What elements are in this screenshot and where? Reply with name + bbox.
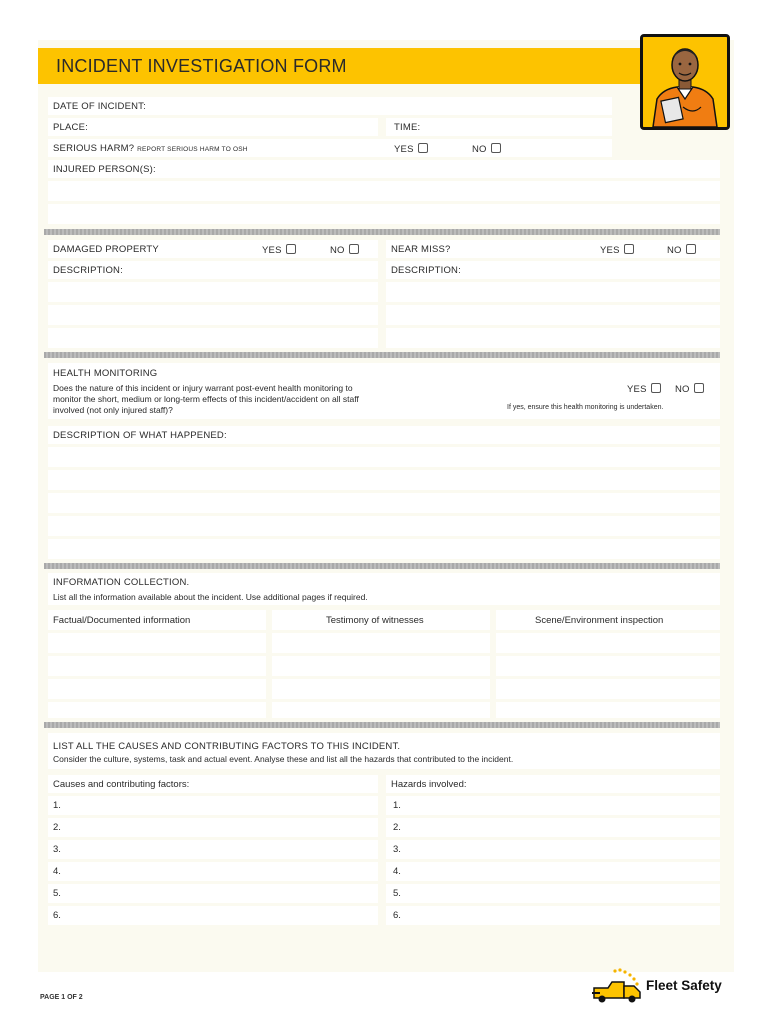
serious-harm-no-checkbox[interactable] bbox=[491, 143, 501, 153]
no-label: NO bbox=[472, 144, 487, 155]
cause-field-6[interactable] bbox=[48, 906, 378, 925]
cause-field-1[interactable] bbox=[48, 796, 378, 815]
health-question-line-1: Does the nature of this incident or injury warrant post-event health monitoring to bbox=[53, 383, 353, 393]
no-label: NO bbox=[667, 245, 682, 256]
what-happened-field-4[interactable] bbox=[48, 516, 720, 536]
injured-field-2[interactable] bbox=[48, 204, 720, 224]
factual-cell[interactable] bbox=[48, 679, 266, 699]
hazard-field-1[interactable] bbox=[386, 796, 720, 815]
hazard-field-6[interactable] bbox=[386, 906, 720, 925]
testimony-cell[interactable] bbox=[272, 656, 490, 676]
cause-number-1: 1. bbox=[53, 800, 61, 811]
scene-cell[interactable] bbox=[496, 702, 720, 718]
hazard-number-5: 5. bbox=[393, 888, 401, 899]
cause-number-5: 5. bbox=[53, 888, 61, 899]
hazard-number-3: 3. bbox=[393, 844, 401, 855]
serious-harm-label: SERIOUS HARM? bbox=[53, 143, 135, 154]
near-miss-description-field-3[interactable] bbox=[386, 328, 720, 348]
section-divider bbox=[44, 352, 720, 358]
date-label: DATE OF INCIDENT: bbox=[53, 101, 146, 112]
near-miss-yes-option[interactable] bbox=[600, 244, 634, 256]
health-monitoring-heading: HEALTH MONITORING bbox=[53, 368, 158, 379]
section-divider bbox=[44, 722, 720, 728]
yes-label: YES bbox=[627, 384, 647, 395]
factual-cell[interactable] bbox=[48, 656, 266, 676]
cause-number-2: 2. bbox=[53, 822, 61, 833]
serious-harm-yes-checkbox[interactable] bbox=[418, 143, 428, 153]
time-label: TIME: bbox=[394, 122, 421, 133]
scene-cell[interactable] bbox=[496, 679, 720, 699]
hazard-field-5[interactable] bbox=[386, 884, 720, 903]
damaged-description-label: DESCRIPTION: bbox=[53, 265, 123, 276]
scene-cell[interactable] bbox=[496, 656, 720, 676]
factual-cell[interactable] bbox=[48, 633, 266, 653]
near-miss-description-label: DESCRIPTION: bbox=[391, 265, 461, 276]
worker-illustration bbox=[640, 34, 730, 130]
cause-field-3[interactable] bbox=[48, 840, 378, 859]
serious-harm-label-wrap bbox=[53, 143, 248, 154]
what-happened-field-3[interactable] bbox=[48, 493, 720, 513]
title-bar bbox=[38, 48, 650, 84]
cause-number-3: 3. bbox=[53, 844, 61, 855]
cause-field-2[interactable] bbox=[48, 818, 378, 837]
near-miss-no-option[interactable] bbox=[667, 244, 696, 256]
hazard-field-2[interactable] bbox=[386, 818, 720, 837]
what-happened-field-2[interactable] bbox=[48, 470, 720, 490]
health-question-line-3: involved (not only injured staff)? bbox=[53, 405, 173, 415]
hazard-number-2: 2. bbox=[393, 822, 401, 833]
cause-number-6: 6. bbox=[53, 910, 61, 921]
cause-number-4: 4. bbox=[53, 866, 61, 877]
health-note: If yes, ensure this health monitoring is undertaken. bbox=[507, 404, 664, 411]
damaged-yes-checkbox[interactable] bbox=[286, 244, 296, 254]
testimony-cell[interactable] bbox=[272, 679, 490, 699]
health-question-line-2: monitor the short, medium or long-term effects of this incident/accident on all staff bbox=[53, 394, 359, 404]
causes-label: Causes and contributing factors: bbox=[53, 779, 190, 790]
information-collection-heading: INFORMATION COLLECTION. bbox=[53, 577, 190, 588]
column-factual-label: Factual/Documented information bbox=[53, 615, 191, 626]
causes-subheading: Consider the culture, systems, task and actual event. Analyse these and list all the hazards that contributed to the incident. bbox=[53, 754, 514, 764]
damaged-no-checkbox[interactable] bbox=[349, 244, 359, 254]
testimony-cell[interactable] bbox=[272, 633, 490, 653]
cause-field-4[interactable] bbox=[48, 862, 378, 881]
hazard-field-4[interactable] bbox=[386, 862, 720, 881]
hazard-number-6: 6. bbox=[393, 910, 401, 921]
near-miss-no-checkbox[interactable] bbox=[686, 244, 696, 254]
health-yes-option[interactable] bbox=[627, 383, 661, 395]
damaged-yes-option[interactable] bbox=[262, 244, 296, 256]
serious-harm-yes-option[interactable] bbox=[394, 143, 428, 155]
yes-label: YES bbox=[262, 245, 282, 256]
what-happened-field-5[interactable] bbox=[48, 539, 720, 559]
health-no-option[interactable] bbox=[675, 383, 704, 395]
no-label: NO bbox=[330, 245, 345, 256]
scene-cell[interactable] bbox=[496, 633, 720, 653]
injured-label: INJURED PERSON(S): bbox=[53, 164, 156, 175]
hazard-field-3[interactable] bbox=[386, 840, 720, 859]
damaged-property-label: DAMAGED PROPERTY bbox=[53, 244, 159, 255]
column-testimony-label: Testimony of witnesses bbox=[326, 615, 424, 626]
information-collection-subheading: List all the information available about the incident. Use additional pages if required. bbox=[53, 592, 368, 602]
place-field[interactable] bbox=[48, 118, 378, 136]
hazards-label: Hazards involved: bbox=[391, 779, 467, 790]
near-miss-label: NEAR MISS? bbox=[391, 244, 451, 255]
causes-heading: LIST ALL THE CAUSES AND CONTRIBUTING FACTORS TO THIS INCIDENT. bbox=[53, 741, 401, 752]
near-miss-description-field-2[interactable] bbox=[386, 305, 720, 325]
serious-harm-note: REPORT SERIOUS HARM TO OSH bbox=[137, 146, 248, 153]
form-title: INCIDENT INVESTIGATION FORM bbox=[56, 56, 347, 76]
yes-label: YES bbox=[394, 144, 414, 155]
logo-text: Fleet Safety bbox=[646, 978, 722, 993]
near-miss-yes-checkbox[interactable] bbox=[624, 244, 634, 254]
damaged-description-field-2[interactable] bbox=[48, 305, 378, 325]
damaged-no-option[interactable] bbox=[330, 244, 359, 256]
yes-label: YES bbox=[600, 245, 620, 256]
place-label: PLACE: bbox=[53, 122, 88, 133]
health-yes-checkbox[interactable] bbox=[651, 383, 661, 393]
section-divider bbox=[44, 229, 720, 235]
no-label: NO bbox=[675, 384, 690, 395]
section-divider bbox=[44, 563, 720, 569]
page-number: PAGE 1 OF 2 bbox=[40, 994, 83, 1001]
what-happened-label: DESCRIPTION OF WHAT HAPPENED: bbox=[53, 430, 227, 441]
hazard-number-4: 4. bbox=[393, 866, 401, 877]
factual-cell[interactable] bbox=[48, 702, 266, 718]
damaged-description-field-1[interactable] bbox=[48, 282, 378, 302]
cause-field-5[interactable] bbox=[48, 884, 378, 903]
column-scene-label: Scene/Environment inspection bbox=[535, 615, 664, 626]
testimony-cell[interactable] bbox=[272, 702, 490, 718]
what-happened-field-1[interactable] bbox=[48, 447, 720, 467]
truck-icon bbox=[590, 966, 646, 1006]
near-miss-description-field-1[interactable] bbox=[386, 282, 720, 302]
injured-field-1[interactable] bbox=[48, 181, 720, 201]
serious-harm-no-option[interactable] bbox=[472, 143, 501, 155]
health-no-checkbox[interactable] bbox=[694, 383, 704, 393]
damaged-description-field-3[interactable] bbox=[48, 328, 378, 348]
hazard-number-1: 1. bbox=[393, 800, 401, 811]
fleet-safety-logo bbox=[590, 966, 740, 1006]
